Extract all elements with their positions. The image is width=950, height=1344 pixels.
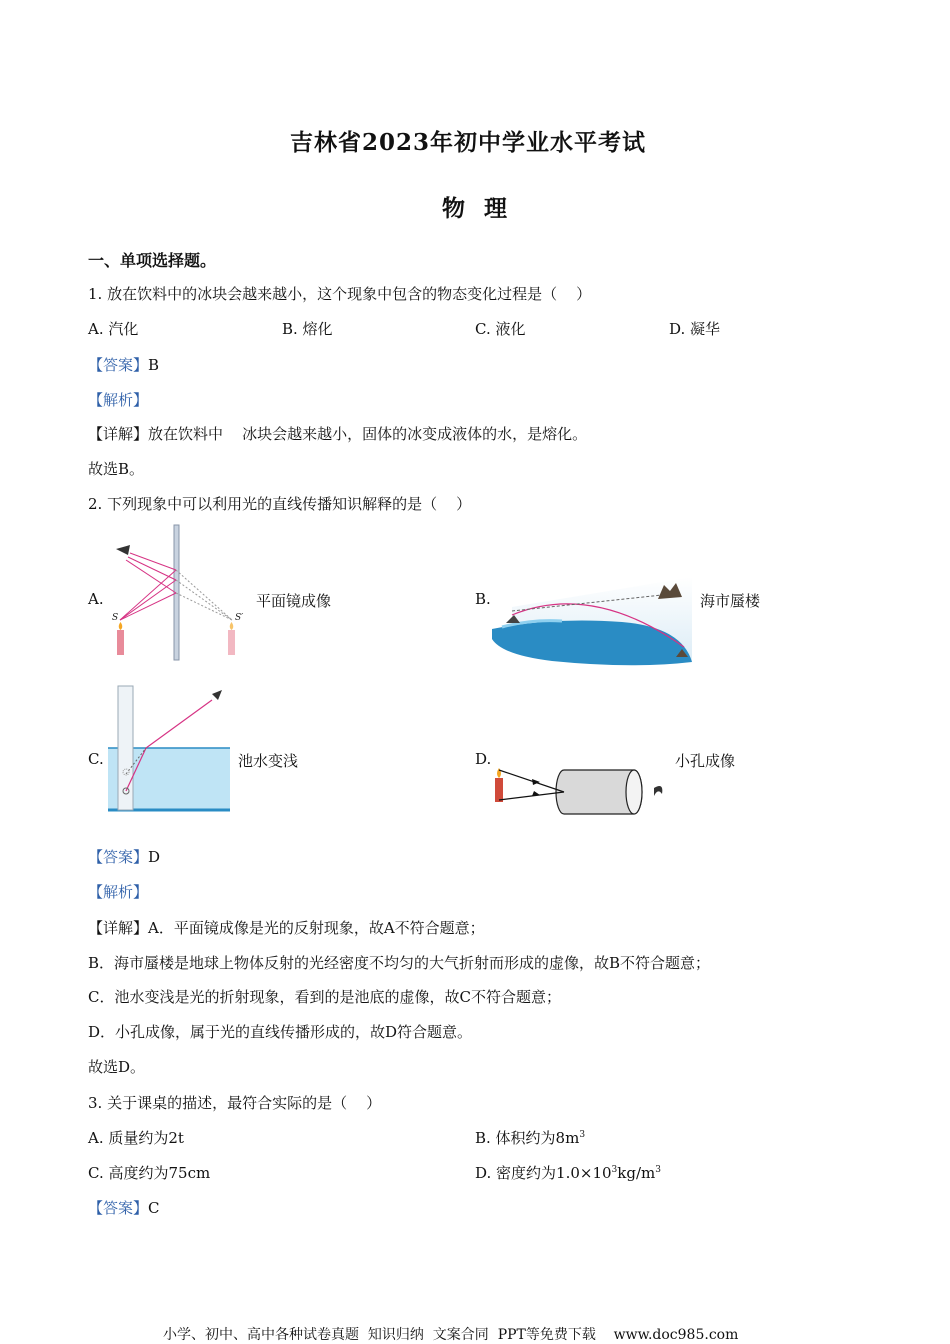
q1-option-d: D. 凝华 [669,320,721,338]
q1-option-c: C. 液化 [475,320,526,338]
eye-icon [212,690,222,700]
q2-option-d-label: 小孔成像 [675,752,736,770]
pool-figure [108,686,233,814]
answer-tag: 【答案】 [88,1199,149,1217]
q2-detail-line-1 [88,917,485,938]
label-s: S [112,613,119,623]
q3-option-d: D. 密度约为$1.0\times 10^3kg/m^3$ [475,1164,661,1182]
subject-title: 物 理 [442,195,509,222]
q2-option-c-letter: C. [88,750,104,768]
q2-option-b-letter: B. [475,590,491,608]
q2-conclusion: 故选D。 [88,1058,146,1076]
q2-answer: D [148,848,161,866]
detail-tag: 【详解】 [88,425,149,443]
section-heading: 一、单项选择题。 [88,251,217,270]
q1-conclusion: 故选B。 [88,460,145,478]
q2-detail-b: B．海市蜃楼是地球上物体反射的光经密度不均匀的大气折射而形成的虚像，故B不符合题意； [88,954,711,972]
q2-detail-a: A．平面镜成像是光的反射现象，故A不符合题意； [148,919,485,937]
q3-stem: 3. 关于课桌的描述，最符合实际的是（ ） [88,1094,382,1112]
q2-option-a-letter: A. [88,590,104,608]
candle-icon [495,778,503,802]
q2-answer-line [88,846,160,867]
q1-stem: 1. 放在饮料中的冰块会越来越小，这个现象中包含的物态变化过程是（ ） [88,285,592,303]
q2-option-a-label: 平面镜成像 [256,592,332,610]
label-s-prime: S′ [235,613,244,623]
eye-icon [116,545,130,555]
q2-option-c-label: 池水变浅 [238,752,299,770]
q1-answer-line [88,354,159,375]
q1-answer: B [148,356,160,374]
candle-icon [117,630,124,655]
eye-icon [654,786,662,796]
page-footer: 小学、初中、高中各种试卷真题 知识归纳 文案合同 PPT等免费下载 www.doc985.com [163,1327,739,1343]
q3-option-c: C. 高度约为75cm [88,1164,211,1182]
q2-analysis-tag: 【解析】 [88,883,149,901]
q3-answer: C [148,1199,160,1217]
detail-tag: 【详解】 [88,919,149,937]
q1-detail: 放在饮料中 冰块会越来越小，固体的冰变成液体的水，是熔化。 [148,425,588,443]
exam-title: 吉林省2023年初中学业水平考试 [290,129,647,156]
plane-mirror-figure [108,525,248,660]
q2-detail-d: D．小孔成像，属于光的直线传播形成的，故D符合题意。 [88,1023,473,1041]
q2-option-b-label: 海市蜃楼 [700,592,761,610]
mirage-figure [492,577,692,665]
q3-option-b: B. 体积约为$8m^3$ [475,1129,586,1147]
q1-option-a: A. 汽化 [88,320,139,338]
q1-analysis-tag: 【解析】 [88,391,149,409]
q1-detail-line [88,423,587,444]
q2-option-d-letter: D. [475,750,492,768]
q2-detail-c: C．池水变浅是光的折射现象，看到的是池底的虚像，故C不符合题意； [88,988,561,1006]
q3-option-a: A. 质量约为2t [88,1129,184,1147]
candle-image-icon [228,630,235,655]
q3-answer-line [88,1197,160,1218]
q2-stem: 2. 下列现象中可以利用光的直线传播知识解释的是（ ） [88,495,472,513]
pinhole-figure [492,760,672,820]
q1-option-b: B. 熔化 [282,320,333,338]
answer-tag: 【答案】 [88,848,149,866]
answer-tag: 【答案】 [88,356,149,374]
